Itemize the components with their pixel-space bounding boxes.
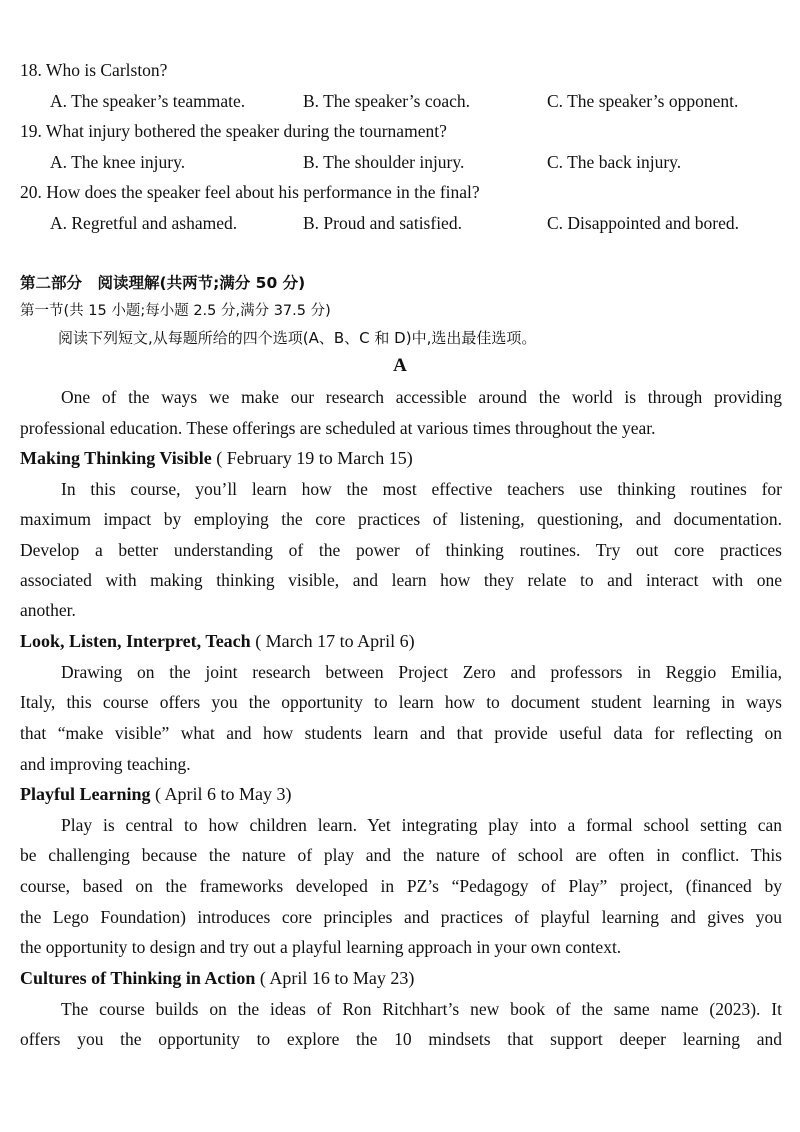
question-20-option-c: C. Disappointed and bored.	[547, 213, 739, 233]
section-one-heading: 第一节(共 15 小题;每小题 2.5 分,满分 37.5 分)	[20, 303, 331, 319]
course-dates: ( April 6 to May 3)	[155, 784, 292, 804]
course-body-line: the Lego Foundation) introduces core principles and practices of playful learning and gives you	[20, 907, 782, 927]
intro-line: professional education. These offerings are scheduled at various times throughout the year.	[20, 418, 656, 438]
course-body-line: Play is central to how children learn. Yet integrating play into a formal school setting can	[61, 815, 782, 835]
course-dates: ( April 16 to May 23)	[259, 968, 415, 988]
course-body-line: Drawing on the joint research between Project Zero and professors in Reggio Emilia,	[61, 662, 782, 682]
question-18-option-a: A. The speaker’s teammate.	[50, 91, 246, 111]
question-20-option-a: A. Regretful and ashamed.	[50, 213, 238, 233]
question-18-option-c: C. The speaker’s opponent.	[547, 91, 739, 111]
course-body-line: another.	[20, 600, 76, 620]
course-title: Making Thinking Visible	[20, 448, 212, 468]
course-body-line: maximum impact by employing the core practices of listening, questioning, and documentation.	[20, 509, 782, 529]
course-body-line: course, based on the frameworks developed in PZ’s “Pedagogy of Play” project, (financed by	[20, 876, 782, 896]
course-heading	[20, 448, 413, 469]
course-body-line: that “make visible” what and how students learn and that provide useful data for reflecting on	[20, 723, 782, 743]
course-heading	[20, 784, 292, 805]
course-dates: ( February 19 to March 15)	[216, 448, 413, 468]
question-19-stem: 19. What injury bothered the speaker during the tournament?	[20, 121, 447, 141]
question-18-stem: 18. Who is Carlston?	[20, 60, 168, 80]
course-body-line: Italy, this course offers you the opportunity to learn how to document student learning in ways	[20, 692, 782, 712]
reading-instruction: 阅读下列短文,从每题所给的四个选项(A、B、C 和 D)中,选出最佳选项。	[58, 329, 537, 347]
course-dates: ( March 17 to April 6)	[255, 631, 415, 651]
course-body-line: and improving teaching.	[20, 754, 191, 774]
course-body-line: In this course, you’ll learn how the most effective teachers use thinking routines for	[61, 479, 782, 499]
course-heading	[20, 631, 415, 652]
course-body-line: offers you the opportunity to explore the 10 mindsets that support deeper learning and	[20, 1029, 782, 1049]
intro-line: One of the ways we make our research accessible around the world is through providing	[61, 387, 782, 407]
question-18-option-b: B. The speaker’s coach.	[303, 91, 471, 111]
question-19-option-c: C. The back injury.	[547, 152, 682, 172]
course-body-line: Develop a better understanding of the power of thinking routines. Try out core practices	[20, 540, 782, 560]
question-19-option-b: B. The shoulder injury.	[303, 152, 465, 172]
question-20-stem: 20. How does the speaker feel about his performance in the final?	[20, 182, 480, 202]
course-title: Look, Listen, Interpret, Teach	[20, 631, 251, 651]
course-body-line: the opportunity to design and try out a playful learning approach in your own context.	[20, 937, 622, 957]
course-body-line: The course builds on the ideas of Ron Ritchhart’s new book of the same name (2023). It	[61, 999, 782, 1019]
course-heading	[20, 968, 414, 989]
part-two-heading: 第二部分 阅读理解(共两节;满分 50 分)	[20, 274, 306, 292]
course-title: Cultures of Thinking in Action	[20, 968, 256, 988]
question-20-option-b: B. Proud and satisfied.	[303, 213, 462, 233]
course-body-line: associated with making thinking visible, and learn how they relate to and interact with one	[20, 570, 782, 590]
course-title: Playful Learning	[20, 784, 151, 804]
question-19-option-a: A. The knee injury.	[50, 152, 186, 172]
course-body-line: be challenging because the nature of play and the nature of school are often in conflict. This	[20, 845, 782, 865]
passage-label: A	[393, 355, 407, 376]
